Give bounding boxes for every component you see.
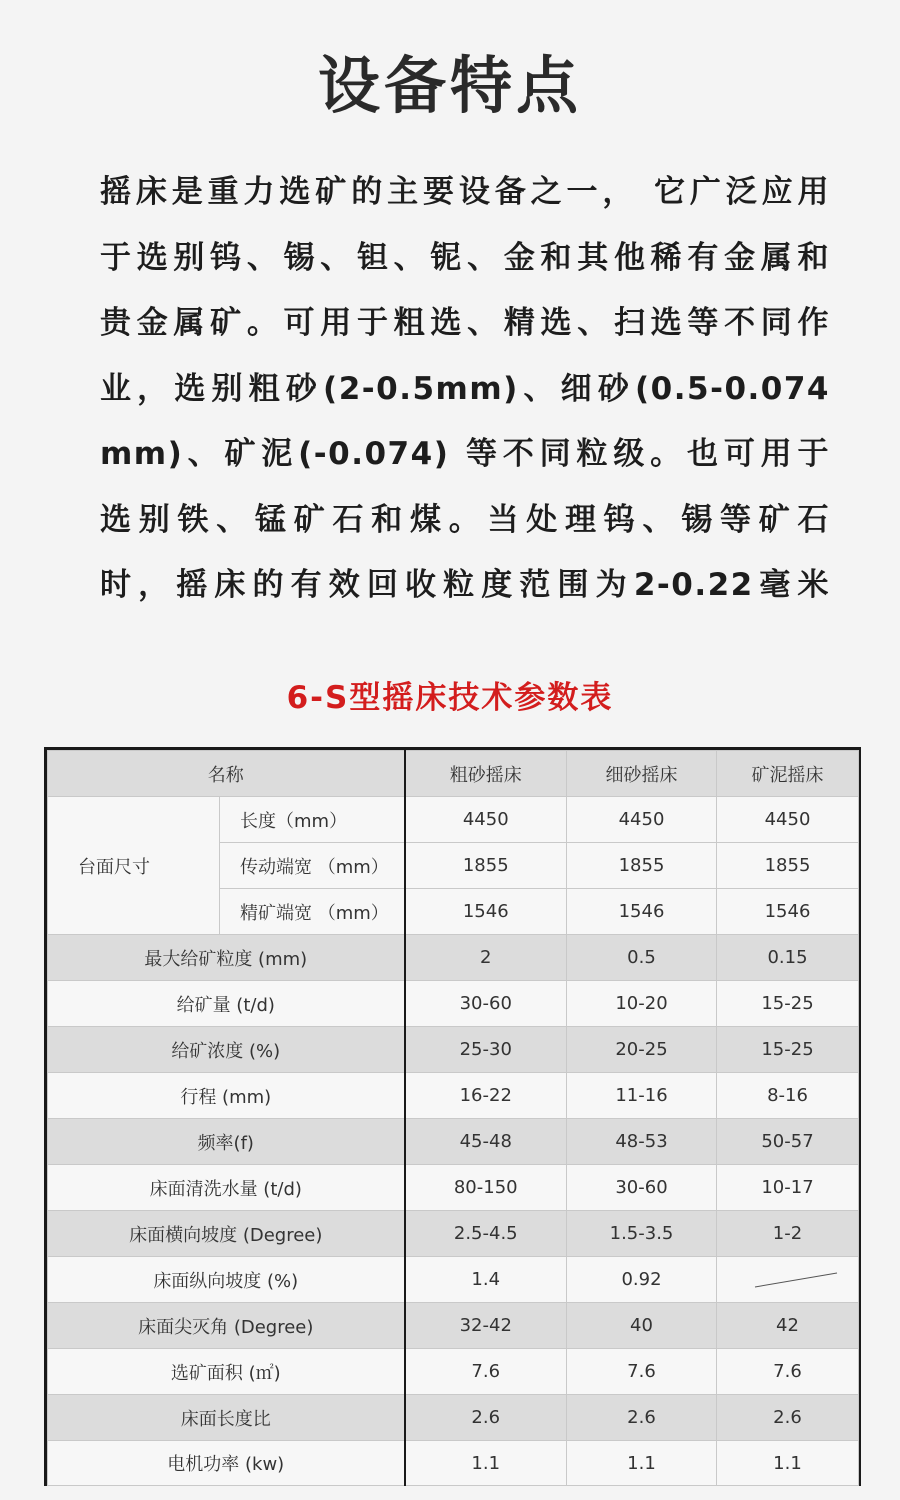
cell-value: 45-48: [405, 1119, 567, 1165]
description-line: 贵金属矿。可用于粗选、精选、扫选等不同作: [100, 305, 830, 341]
spec-table: [44, 747, 861, 1486]
description-line: 于选别钨、锡、钽、铌、金和其他稀有金属和: [100, 239, 830, 276]
header-column: 矿泥摇床: [717, 751, 859, 797]
row-label: 行程 (mm): [48, 1073, 405, 1119]
row-label: 传动端宽 （mm）: [220, 843, 405, 889]
cell-value: 42: [717, 1303, 859, 1349]
cell-value: 25-30: [405, 1027, 567, 1073]
cell-value: 0.5: [567, 935, 717, 981]
cell-value: 80-150: [405, 1165, 567, 1211]
group-label: 台面尺寸: [48, 797, 220, 935]
cell-value: 10-17: [717, 1165, 859, 1211]
cell-value: 2.5-4.5: [405, 1211, 567, 1257]
cell-value: 1.5-3.5: [567, 1211, 717, 1257]
cell-value: 0.15: [717, 935, 859, 981]
table-title: 6-S型摇床技术参数表: [286, 680, 614, 716]
cell-value: 15-25: [717, 981, 859, 1027]
cell-value: 2.6: [717, 1395, 859, 1441]
slash-mark: [753, 1271, 839, 1289]
header-name: 名称: [48, 751, 405, 797]
row-label: 电机功率 (kw): [48, 1441, 405, 1486]
description-line: 摇床是重力选矿的主要设备之一， 它广泛应用: [100, 174, 830, 210]
cell-value: 1.1: [405, 1441, 567, 1486]
cell-value: 1855: [405, 843, 567, 889]
page-title: 设备特点: [317, 49, 582, 122]
cell-value: 1855: [567, 843, 717, 889]
cell-value: 2.6: [405, 1395, 567, 1441]
table-row: [48, 981, 859, 1027]
cell-value: 1.4: [405, 1257, 567, 1303]
header-column: 细砂摇床: [567, 751, 717, 797]
cell-value: 1546: [717, 889, 859, 935]
row-label: 频率(f): [48, 1119, 405, 1165]
row-label: 给矿量 (t/d): [48, 981, 405, 1027]
cell-value: 0.92: [567, 1257, 717, 1303]
description-line: mm)、矿泥(-0.074) 等不同粒级。也可用于: [100, 436, 830, 472]
cell-value: 4450: [567, 797, 717, 843]
row-label: 给矿浓度 (%): [48, 1027, 405, 1073]
cell-value: 8-16: [717, 1073, 859, 1119]
cell-value: 11-16: [567, 1073, 717, 1119]
cell-value: 1.1: [717, 1441, 859, 1486]
cell-value: 20-25: [567, 1027, 717, 1073]
cell-value: 1.1: [567, 1441, 717, 1486]
cell-value: 40: [567, 1303, 717, 1349]
cell-value: 15-25: [717, 1027, 859, 1073]
table-row: [48, 935, 859, 981]
table-header-row: [48, 751, 859, 797]
cell-value: 32-42: [405, 1303, 567, 1349]
cell-value: 7.6: [567, 1349, 717, 1395]
table-row: [48, 1303, 859, 1349]
cell-value: 48-53: [567, 1119, 717, 1165]
table-row: [48, 1119, 859, 1165]
row-label: 床面清洗水量 (t/d): [48, 1165, 405, 1211]
table-row: [48, 797, 859, 843]
description-paragraph: [100, 160, 830, 619]
cell-value: 1-2: [717, 1211, 859, 1257]
row-label: 精矿端宽 （mm）: [220, 889, 405, 935]
table-row: [48, 1027, 859, 1073]
cell-value: 1546: [567, 889, 717, 935]
row-label: 床面横向坡度 (Degree): [48, 1211, 405, 1257]
table-row: [48, 1257, 859, 1303]
description-line: 时，摇床的有效回收粒度范围为2-0.22毫米: [100, 567, 830, 603]
cell-value: 30-60: [567, 1165, 717, 1211]
description-line: 选别铁、锰矿石和煤。当处理钨、锡等矿石: [100, 501, 830, 538]
cell-value: 50-57: [717, 1119, 859, 1165]
table-row: [48, 1395, 859, 1441]
empty-slash-cell: [717, 1257, 859, 1303]
description-line: 业，选别粗砂(2-0.5mm)、细砂(0.5-0.074: [100, 370, 830, 407]
row-label: 床面尖灭角 (Degree): [48, 1303, 405, 1349]
table-row: [48, 1165, 859, 1211]
row-label: 床面纵向坡度 (%): [48, 1257, 405, 1303]
table-row: [48, 1211, 859, 1257]
header-column: 粗砂摇床: [405, 751, 567, 797]
cell-value: 1546: [405, 889, 567, 935]
cell-value: 30-60: [405, 981, 567, 1027]
cell-value: 4450: [405, 797, 567, 843]
row-label: 床面长度比: [48, 1395, 405, 1441]
cell-value: 4450: [717, 797, 859, 843]
row-label: 长度（mm）: [220, 797, 405, 843]
cell-value: 2.6: [567, 1395, 717, 1441]
table-row: [48, 1073, 859, 1119]
cell-value: 16-22: [405, 1073, 567, 1119]
table-row: [48, 1349, 859, 1395]
cell-value: 2: [405, 935, 567, 981]
row-label: 最大给矿粒度 (mm): [48, 935, 405, 981]
row-label: 选矿面积 (㎡): [48, 1349, 405, 1395]
cell-value: 10-20: [567, 981, 717, 1027]
table-row: [48, 1441, 859, 1486]
cell-value: 7.6: [717, 1349, 859, 1395]
cell-value: 1855: [717, 843, 859, 889]
cell-value: 7.6: [405, 1349, 567, 1395]
